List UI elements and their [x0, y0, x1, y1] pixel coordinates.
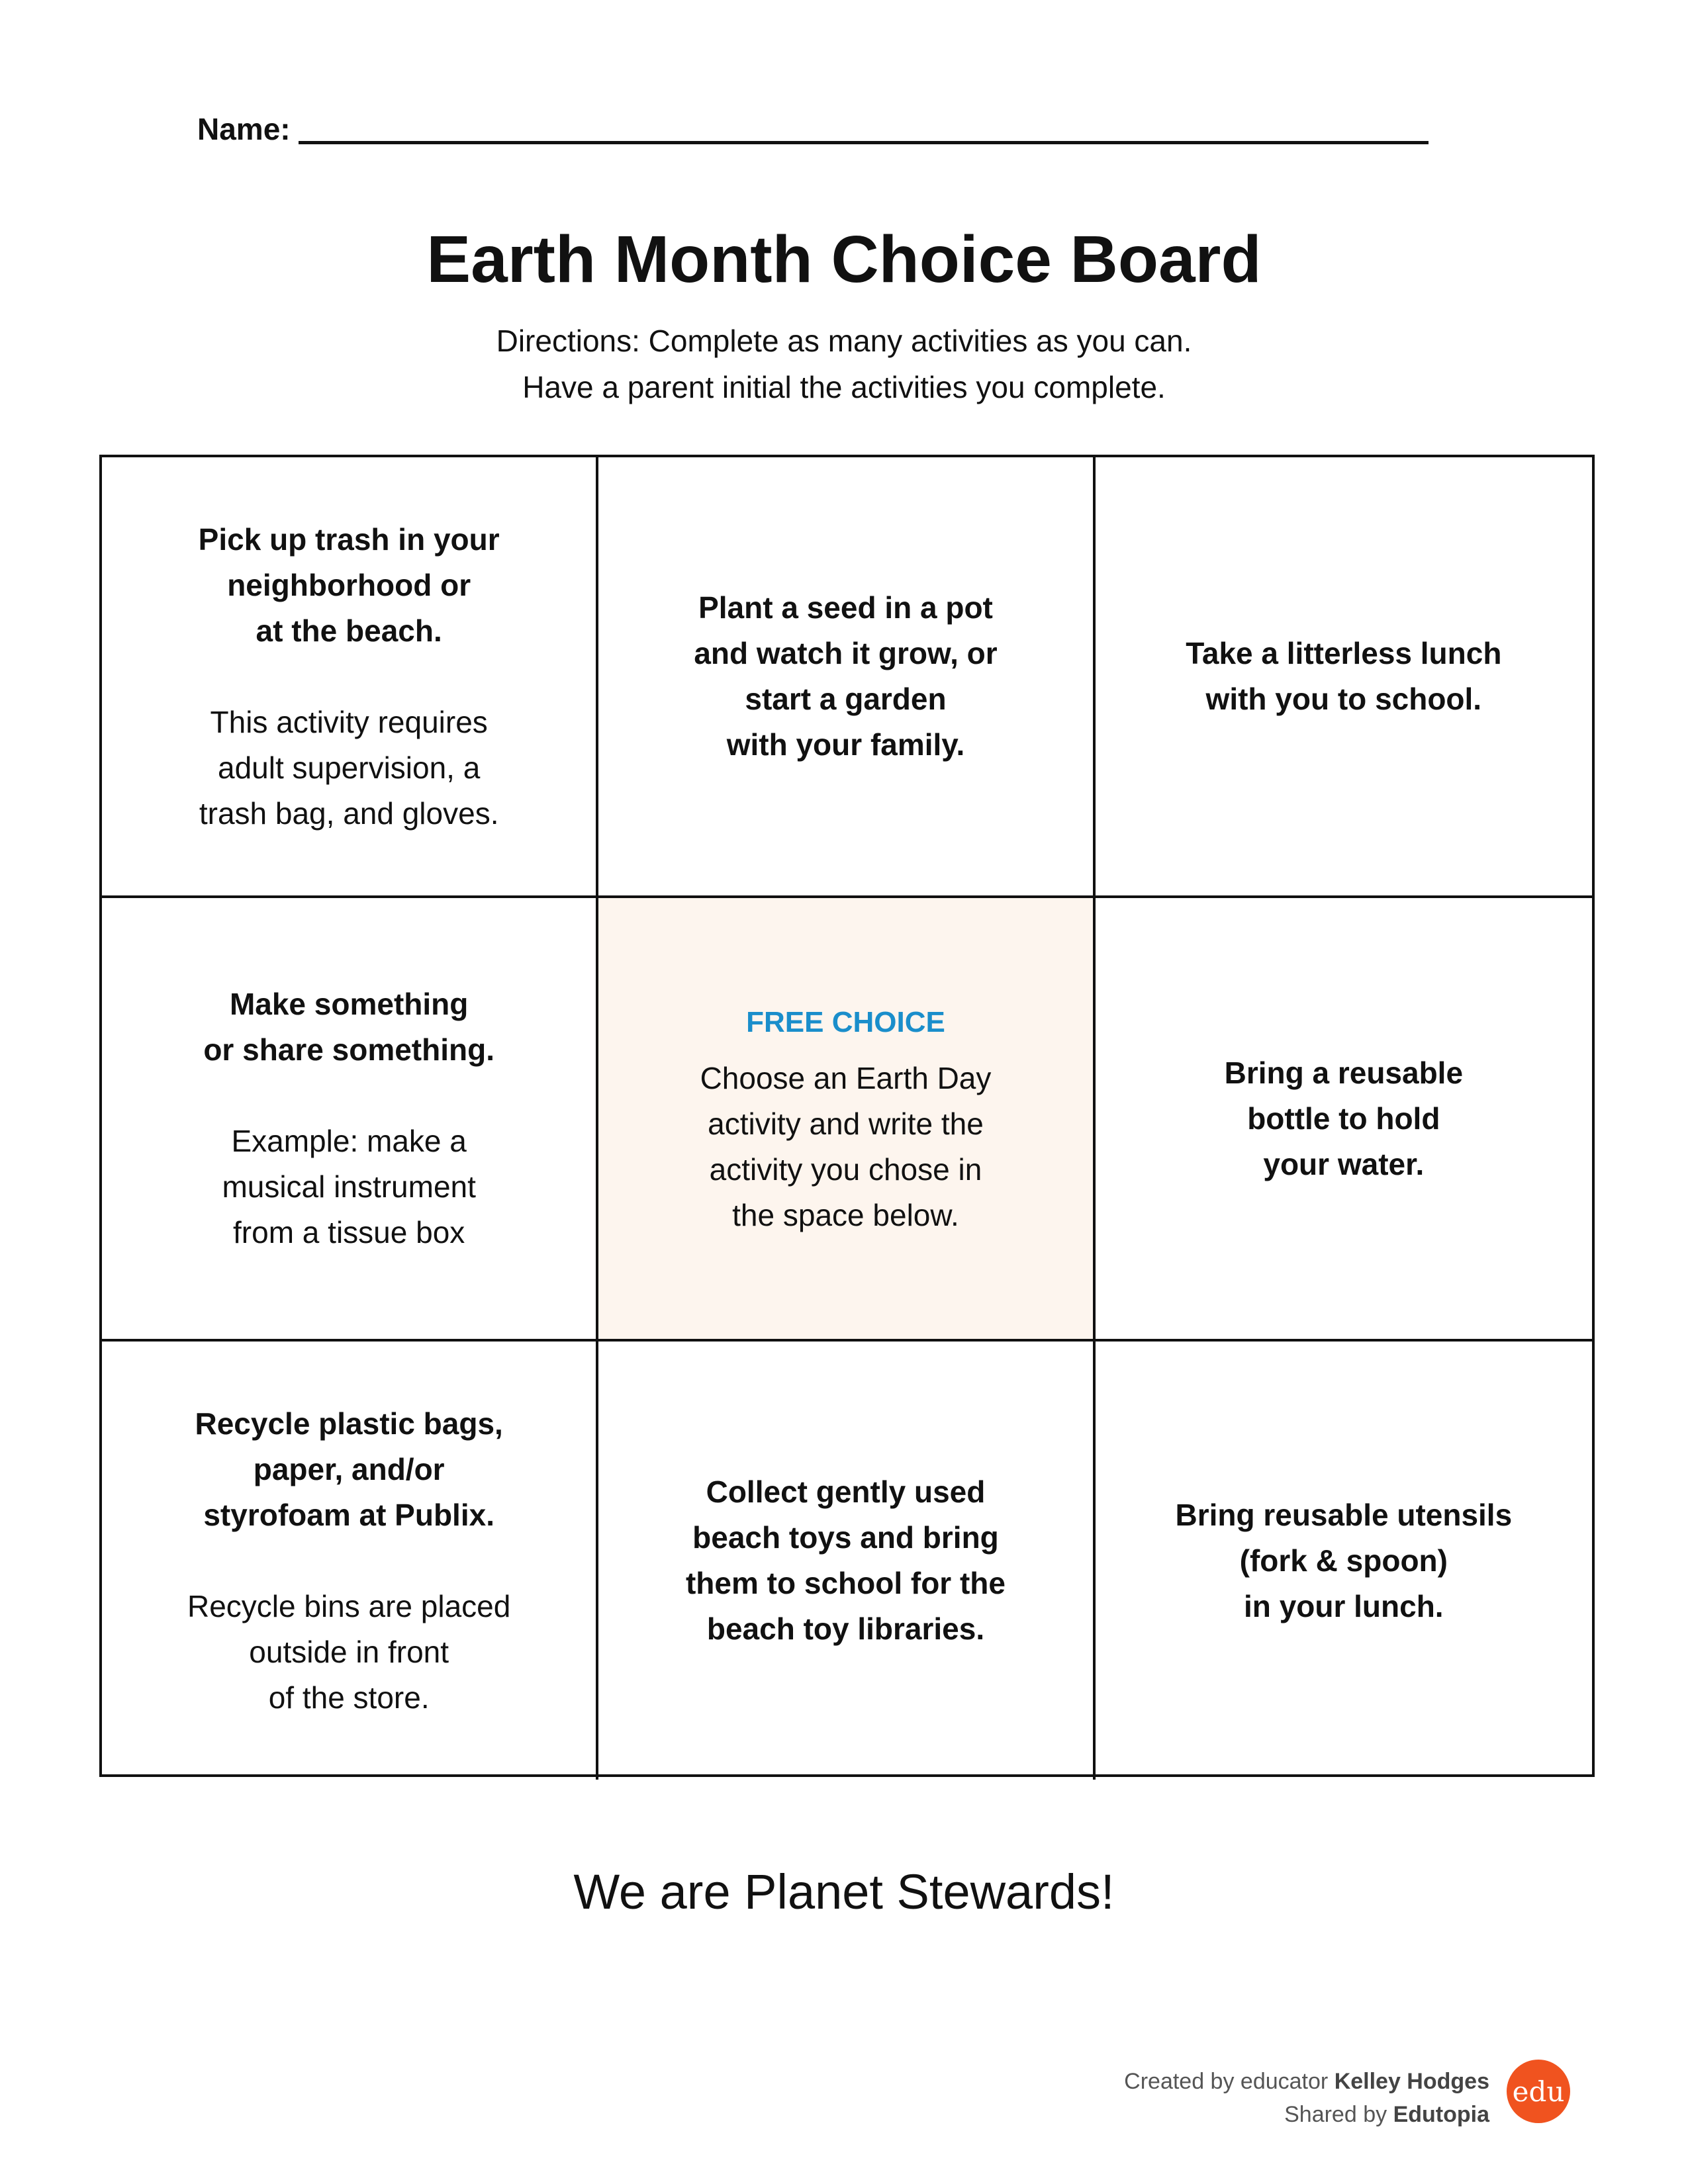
shared-by-name: Edutopia [1393, 2102, 1489, 2127]
cell-title-line: bottle to hold [1247, 1101, 1440, 1136]
cell-title-line: Make something [229, 987, 469, 1021]
cell-activity-title [203, 981, 494, 1073]
cell-title-line: paper, and/or [253, 1451, 445, 1486]
slogan: We are Planet Stewards! [573, 1864, 1115, 1919]
cell-title-line: or share something. [203, 1032, 494, 1067]
cell-title-line: Pick up trash in your [198, 522, 500, 557]
cell-title-line: and watch it grow, or [694, 636, 998, 670]
created-by-line [1124, 2065, 1489, 2098]
directions-line-2: Have a parent initial the activities you complete. [522, 370, 1166, 404]
cell-activity-title [1186, 631, 1501, 722]
board-cell-free-choice [598, 898, 1095, 1342]
free-choice-label: FREE CHOICE [746, 1005, 945, 1038]
board-cell-pick-up-trash [102, 457, 598, 898]
cell-note-line: Choose an Earth Day [700, 1060, 992, 1095]
cell-title-line: with you to school. [1205, 682, 1482, 716]
directions [0, 318, 1688, 410]
cell-activity-title [1225, 1050, 1463, 1187]
cell-title-line: beach toys and bring [692, 1520, 999, 1555]
name-write-line [299, 107, 1429, 144]
board-cell-beach-toys [598, 1342, 1095, 1780]
cell-title-line: them to school for the [685, 1566, 1006, 1600]
cell-title-line: Bring reusable utensils [1175, 1497, 1513, 1532]
cell-title-line: start a garden [745, 682, 947, 716]
board-cell-reusable-utensils [1096, 1342, 1592, 1780]
cell-note-line: activity you chose in [709, 1152, 982, 1187]
board-cell-plant-a-seed [598, 457, 1095, 898]
name-row [197, 105, 1429, 144]
cell-title-line: Take a litterless lunch [1186, 636, 1502, 670]
cell-title-line: neighborhood or [227, 567, 471, 602]
created-by-name: Kelley Hodges [1334, 2069, 1489, 2094]
choice-board [99, 455, 1595, 1777]
cell-note-line: the space below. [732, 1197, 959, 1232]
created-by-prefix: Created by educator [1124, 2069, 1335, 2094]
cell-activity-title [1175, 1492, 1512, 1629]
cell-note-line: trash bag, and gloves. [199, 796, 499, 831]
credits [1124, 2065, 1489, 2131]
cell-note-line: musical instrument [222, 1169, 476, 1204]
cell-activity-note [222, 1118, 475, 1255]
cell-title-line: in your lunch. [1244, 1588, 1444, 1623]
cell-title-line: beach toy libraries. [706, 1612, 985, 1646]
board-cell-make-something [102, 898, 598, 1342]
cell-note-line: from a tissue box [233, 1215, 465, 1250]
cell-title-line: at the beach. [256, 613, 442, 648]
board-cell-recycle [102, 1342, 598, 1780]
cell-activity-title [694, 585, 997, 768]
name-label: Name: [197, 112, 291, 146]
cell-note-line: Recycle bins are placed [187, 1588, 511, 1623]
cell-title-line: Plant a seed in a pot [698, 590, 993, 625]
cell-activity-note [187, 1584, 510, 1721]
cell-title-line: Recycle plastic bags, [195, 1406, 503, 1441]
cell-title-line: (fork & spoon) [1239, 1543, 1448, 1578]
page-title: Earth Month Choice Board [426, 222, 1262, 296]
cell-activity-title [199, 517, 500, 654]
cell-note-line: adult supervision, a [217, 750, 481, 785]
cell-title-line: Collect gently used [706, 1475, 986, 1509]
cell-note-line: of the store. [268, 1680, 430, 1715]
cell-activity-title [195, 1401, 502, 1538]
cell-note-line: outside in front [249, 1634, 449, 1669]
cell-title-line: with your family. [726, 727, 965, 762]
cell-activity-title [686, 1469, 1006, 1652]
shared-by-prefix: Shared by [1284, 2102, 1393, 2127]
cell-note-line: activity and write the [708, 1106, 984, 1141]
cell-note-line: This activity requires [210, 704, 488, 739]
cell-title-line: styrofoam at Publix. [203, 1497, 494, 1532]
cell-note-line: Example: make a [231, 1124, 467, 1158]
board-cell-litterless-lunch [1096, 457, 1592, 898]
edutopia-logo: edu [1507, 2060, 1570, 2123]
board-cell-reusable-bottle [1096, 898, 1592, 1342]
cell-title-line: your water. [1263, 1146, 1425, 1181]
cell-title-line: Bring a reusable [1224, 1055, 1464, 1090]
shared-by-line [1124, 2098, 1489, 2131]
cell-activity-note [199, 700, 499, 837]
cell-activity-note [700, 1056, 992, 1238]
directions-line-1: Directions: Complete as many activities as you can. [496, 324, 1192, 358]
